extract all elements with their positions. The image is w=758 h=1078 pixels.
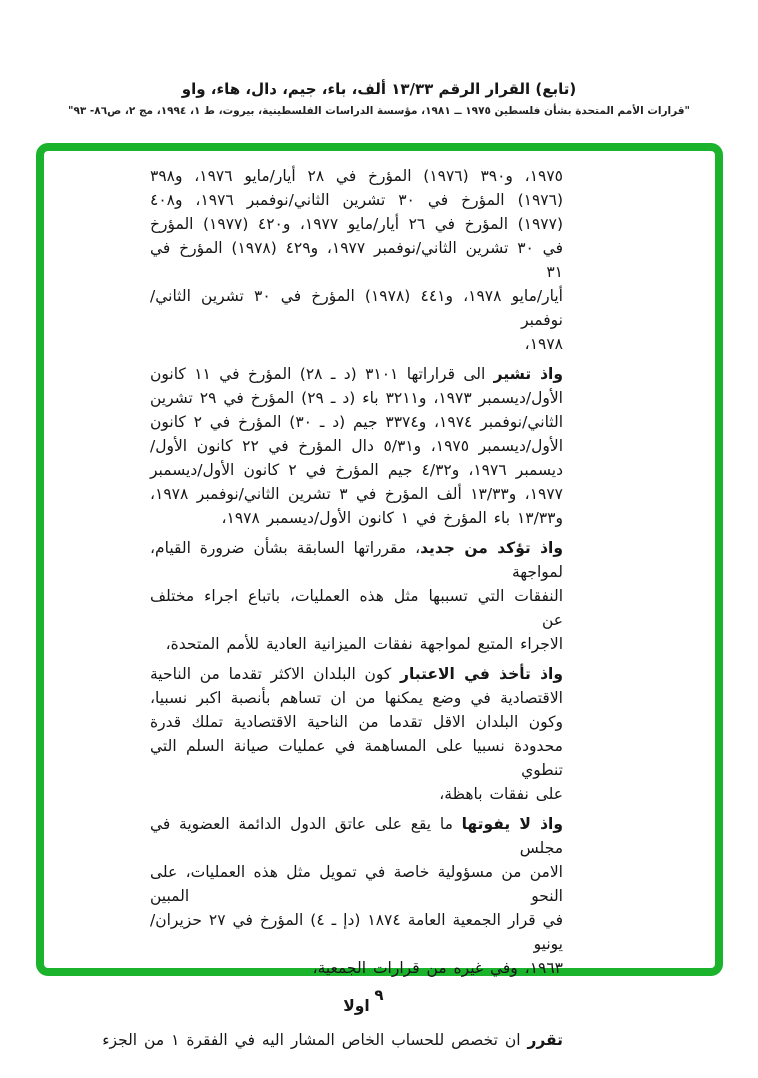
text-line: واذ تشير الى قراراتها ٣١٠١ (د ـ ٢٨) المؤرخ في ١١ كانون — [150, 365, 563, 383]
paragraph — [150, 164, 563, 356]
text-line: الأول/ديسمبر ١٩٧٥، و٥/٣١ دال المؤرخ في ٢٢ كانون الأول/ — [150, 437, 564, 455]
text-line: الأول/ديسمبر ١٩٧٣، و٣٢١١ باء (د ـ ٢٩) المؤرخ في ٢٩ تشرين — [150, 389, 563, 407]
paragraph — [150, 812, 563, 980]
text-line: في قرار الجمعية العامة ١٨٧٤ (دإ ـ ٤) المؤرخ في ٢٧ حزيران/يونيو — [150, 911, 564, 953]
text-line: وكون البلدان الاقل تقدما من الناحية الاقتصادية تملك قدرة — [150, 713, 563, 731]
paragraph — [102, 1028, 563, 1052]
lead-phrase: واذ تأخذ في الاعتبار — [400, 665, 563, 683]
text-line: الثاني/نوفمبر ١٩٧٤، و٣٣٧٤ جيم (د ـ ٣٠) المؤرخ في ٢ كانون — [150, 413, 563, 431]
text-line: ١٩٧٨، — [524, 335, 563, 353]
text-line: أيار/مايو ١٩٧٨، و٤٤١ (١٩٧٨) المؤرخ في ٣٠ تشرين الثاني/نوفمبر — [150, 287, 563, 329]
text-line: ١٩٦٣، وفي غيره من قرارات الجمعية، — [312, 959, 563, 977]
text-line: واذ تأخذ في الاعتبار كون البلدان الاكثر تقدما من الناحية — [150, 665, 563, 683]
text-line: واذ لا يفوتها ما يقع على عاتق الدول الدائمة العضوية في مجلس — [150, 815, 564, 857]
document-text — [102, 164, 564, 1058]
lead-phrase: واذ تؤكد من جديد — [420, 539, 563, 557]
lead-phrase: تقرر — [527, 1031, 563, 1049]
lead-phrase: واذ تشير — [493, 365, 563, 383]
paragraph — [150, 662, 563, 806]
text-line: واذ تؤكد من جديد، مقرراتها السابقة بشأن ضرورة القيام، لمواجهة — [150, 539, 563, 581]
resolution-title: (تابع) القرار الرقم ١٣/٣٣ ألف، باء، جيم، دال، هاء، واو — [181, 80, 577, 98]
text-line: الاقتصادية في وضع يمكنها من ان تساهم بأنصبة اكبر نسبيا، — [150, 689, 563, 707]
section-heading: اولا — [343, 997, 370, 1015]
lead-phrase: واذ لا يفوتها — [461, 815, 564, 833]
text-line: الامن من مسؤولية خاصة في تمويل مثل هذه العمليات، على النحو المبين — [150, 863, 563, 905]
paragraph — [150, 362, 563, 530]
text-line: (١٩٧٧) المؤرخ في ٢٦ أيار/مايو ١٩٧٧، و٤٢٠ (١٩٧٧) المؤرخ — [150, 215, 563, 233]
text-line: ١٩٧٧، و١٣/٣٣ ألف المؤرخ في ٣ تشرين الثاني/نوفمبر ١٩٧٨، — [150, 485, 563, 503]
paragraph — [150, 536, 563, 656]
text-line: الاجراء المتبع لمواجهة نفقات الميزانية العادية للأمم المتحدة، — [165, 635, 563, 653]
page-header — [0, 80, 758, 117]
text-line: ديسمبر ١٩٧٦، و٤/٣٢ جيم المؤرخ في ٢ كانون الأول/ديسمبر — [150, 461, 563, 479]
text-line: على نفقات باهظة، — [439, 785, 563, 803]
text-line: محدودة نسبيا على المساهمة في عمليات صيانة السلم التي تنطوي — [150, 737, 563, 779]
text-line: ١٩٧٥، و٣٩٠ (١٩٧٦) المؤرخ في ٢٨ أيار/مايو ١٩٧٦، و٣٩٨ — [150, 167, 563, 185]
text-line: النفقات التي تسببها مثل هذه العمليات، باتباع اجراء مختلف عن — [150, 587, 563, 629]
source-citation: "قرارات الأمم المتحدة بشأن فلسطين ١٩٧٥ ــ ١٩٨١، مؤسسة الدراسات الفلسطينية، بيروت، ط ١، ١٩٩٤، مج ٢، ص٨٦- ٩٣" — [67, 105, 691, 117]
page-number: ٩ — [374, 986, 384, 1004]
text-line: و١٣/٣٣ باء المؤرخ في ١ كانون الأول/ديسمبر ١٩٧٨، — [221, 509, 563, 527]
text-line: تقرر ان تخصص للحساب الخاص المشار اليه في الفقرة ١ من الجزء — [102, 1031, 563, 1049]
text-line: (١٩٧٦) المؤرخ في ٣٠ تشرين الثاني/نوفمبر ١٩٧٦، و٤٠٨ — [150, 191, 563, 209]
text-line: في ٣٠ تشرين الثاني/نوفمبر ١٩٧٧، و٤٢٩ (١٩٧٨) المؤرخ في ٣١ — [150, 239, 563, 281]
